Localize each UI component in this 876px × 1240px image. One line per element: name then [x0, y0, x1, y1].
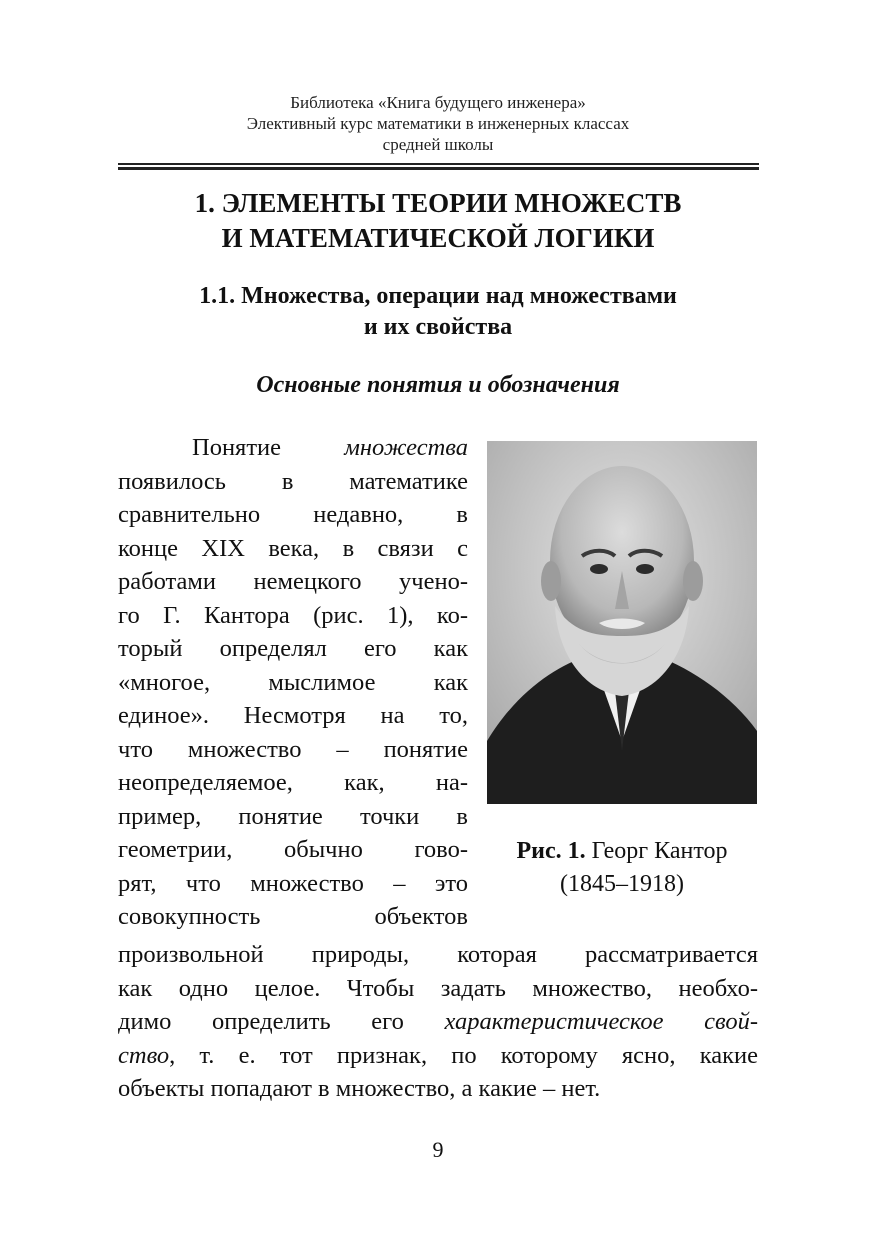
text-line — [118, 431, 468, 465]
portrait-illustration — [487, 441, 757, 804]
header-line-1: Библиотека «Книга будущего инженера» — [290, 93, 586, 112]
portrait-photo — [487, 441, 757, 804]
figure-caption — [487, 835, 757, 901]
text-segment: димо определить его — [118, 1008, 445, 1035]
chapter-title-line-2: И МАТЕМАТИЧЕСКОЙ ЛОГИКИ — [221, 223, 655, 253]
text-line: сравнительно недавно, в — [118, 501, 468, 528]
text-line — [118, 1005, 758, 1039]
text-segment: Понятие — [192, 434, 345, 461]
text-line: единое». Несмотря на то, — [118, 702, 468, 729]
section-title-line-1: 1.1. Множества, операции над множествами — [199, 283, 677, 309]
subsection-title: Основные понятия и обозначения — [256, 372, 620, 398]
term-emphasis: множества — [344, 434, 468, 461]
paragraph-wrapped — [118, 431, 468, 934]
caption-years: (1845–1918) — [560, 871, 684, 897]
text-line: пример, понятие точки в — [118, 802, 468, 830]
text-line: что множество – понятие — [118, 735, 468, 763]
text-segment: , т. е. тот признак, по которому ясно, какие — [169, 1041, 758, 1069]
text-line: совокупность объектов — [118, 903, 468, 930]
text-line: неопределяемое, как, на- — [118, 769, 468, 796]
term-emphasis: характеристическое свой- — [444, 1008, 758, 1035]
caption-label: Рис. 1. — [516, 838, 586, 864]
text-line: произвольной природы, которая рассматривается — [118, 941, 758, 968]
chapter-title — [118, 186, 758, 256]
text-line — [118, 1039, 758, 1073]
paragraph-full-width — [118, 938, 758, 1106]
text-line: рят, что множество – это — [118, 869, 468, 897]
text-line: го Г. Кантора (рис. 1), ко- — [118, 601, 468, 629]
header-rule — [118, 163, 759, 170]
text-line: как одно целое. Чтобы задать множество, необхо- — [118, 974, 758, 1002]
running-header — [118, 92, 758, 155]
section-title — [118, 281, 758, 343]
text-line: появилось в математике — [118, 467, 468, 495]
section-title-line-2: и их свойства — [363, 314, 513, 340]
chapter-title-line-1: 1. ЭЛЕМЕНТЫ ТЕОРИИ МНОЖЕСТВ — [194, 188, 682, 218]
text-line: работами немецкого учено- — [118, 568, 468, 595]
text-line: торый определял его как — [118, 635, 468, 662]
text-line: объекты попадают в множество, а какие – нет. — [118, 1075, 601, 1102]
header-line-3: средней школы — [382, 135, 494, 154]
caption-name: Георг Кантор — [585, 838, 728, 864]
caption-line-1 — [487, 835, 757, 868]
page-number: 9 — [432, 1137, 444, 1162]
text-line: «многое, мыслимое как — [118, 668, 468, 696]
header-line-2: Элективный курс математики в инженерных классах — [246, 114, 630, 133]
text-line: конце XIX века, в связи с — [118, 534, 468, 562]
term-emphasis: ство — [118, 1041, 170, 1069]
text-line: геометрии, обычно гово- — [118, 836, 468, 863]
